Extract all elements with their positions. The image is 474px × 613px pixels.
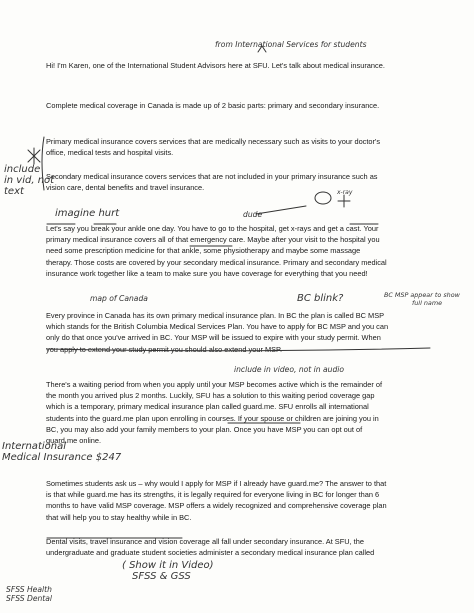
paragraph-bc-msp: [46, 310, 428, 355]
text-line: only do that once you've arrived in BC. Your MSP will be issued to expire with your study permit. When: [46, 333, 381, 343]
note-sfss-health-dental: SFSS Health SFSS Dental: [6, 585, 53, 603]
text-line: you apply to extend your study permit you should also extend your MSP.: [46, 344, 283, 354]
note-imagine-hurt: imagine hurt: [55, 208, 120, 219]
text-line: Sometimes students ask us – why would I apply for MSP if I already have guard.me? The answer to that: [46, 479, 387, 488]
note-from-international-services: from International Services for students: [215, 40, 367, 49]
note-include-in-video: include in vid, not text: [4, 164, 55, 197]
text-line: is that while guard.me has its strengths, it is legally required for everyone living in BC for longer than 6: [46, 490, 380, 500]
text-line: office, medical tests and hospital visits.: [46, 148, 174, 158]
text-line: undergraduate and graduate student societies administer a secondary medical insurance plan called: [46, 548, 375, 558]
text-line: Primary medical insurance covers services that are medically necessary such as visits to your doctor's: [46, 137, 381, 146]
asterisk-mark: [28, 148, 40, 164]
text-line: which is a temporary, primary medical insurance plan called guard.me. SFU enrolls all international: [46, 402, 369, 412]
arrow-line: [256, 206, 306, 214]
text-line: guard.me online.: [46, 436, 102, 446]
paragraph-primary: [46, 136, 428, 158]
paragraph-intro: [46, 60, 428, 71]
text-line: There's a waiting period from when you apply until your MSP becomes active which is the remainder of: [46, 380, 383, 389]
text-line: that will help you to stay healthy while in BC.: [46, 512, 192, 522]
paragraph-waiting-period: [46, 379, 428, 446]
paragraph-secondary: [46, 171, 428, 193]
text-line: which stands for the British Columbia Medical Services Plan. You have to apply for BC MSP and you can: [46, 322, 389, 332]
paragraph-why-msp: [46, 478, 428, 523]
note-map-of-canada: map of Canada: [90, 294, 148, 303]
text-line: Let's say you break your ankle one day. You have to go to the hospital, get x-rays and get a cast. Your: [46, 224, 379, 233]
paragraph-ankle: [46, 223, 428, 279]
text-line: BC, you may also add your family members to your plan. Once you have MSP you can opt out of: [46, 424, 363, 434]
text-line: Complete medical coverage in Canada is made up of 2 basic parts: primary and secondary insurance.: [46, 101, 380, 110]
text-line: Dental visits, travel insurance and vision coverage all fall under secondary insurance. At SFU, the: [46, 537, 364, 546]
text-line: students into the guard.me plan upon enrolling in courses. If your spouse or children are joining you in: [46, 413, 379, 423]
text-line: Secondary medical insurance covers services that are not included in your primary insurance such as: [46, 172, 378, 181]
text-line: Hi! I'm Karen, one of the International Student Advisors here at SFU. Let's talk about medical insurance.: [46, 61, 385, 70]
text-line: the month you arrived plus 2 months. Luckily, SFU has a solution to this waiting period coverage gap: [46, 391, 375, 401]
circle-mark: [315, 192, 331, 204]
text-line: vision care, dental benefits and travel insurance.: [46, 183, 205, 193]
text-line: Every province in Canada has its own primary medical insurance plan. In BC the plan is called BC MSP: [46, 311, 385, 320]
text-line: insurance work together like a team to make sure you have coverage for everything that you need!: [46, 268, 368, 278]
note-dude: dude: [243, 210, 263, 219]
text-line: therapy. Those costs are covered by your secondary medical insurance. Primary and secondary medical: [46, 257, 387, 267]
note-international-medical-insurance: International Medical Insurance $247: [2, 441, 122, 463]
note-show-it-in-video: ( Show it in Video) SFSS & GSS: [122, 560, 214, 582]
paragraph-parts: [46, 100, 428, 111]
text-line: need some prescription medicine for that ankle, some physiotherapy and maybe some massage: [46, 246, 361, 256]
note-include-in-video-not-audio: include in video, not in audio: [234, 365, 345, 374]
note-x-ray: x-ray: [337, 189, 353, 196]
text-line: months to have valid MSP coverage. MSP offers a widely recognized and comprehensive coverage plan: [46, 501, 387, 511]
text-line: primary medical insurance covers all of that emergency care. Maybe after your visit to the hospital you: [46, 235, 380, 245]
note-bc-msp-full-name: BC MSP appear to show full name: [384, 291, 460, 307]
note-bc-blink: BC blink?: [297, 293, 344, 304]
paragraph-dental: [46, 536, 428, 558]
